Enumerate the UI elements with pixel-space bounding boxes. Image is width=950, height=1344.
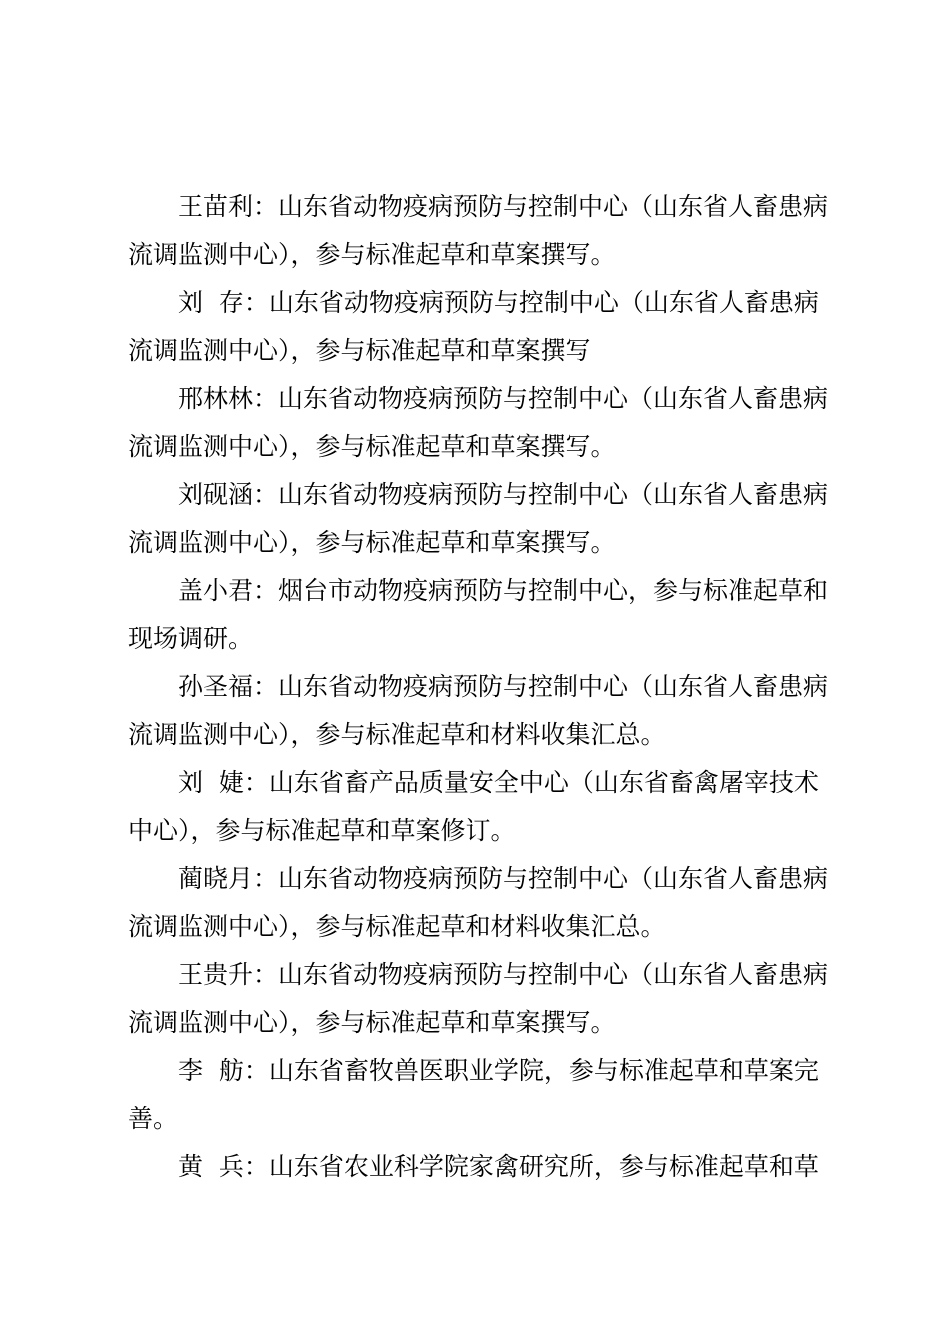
contributor-paragraph xyxy=(128,567,853,663)
contributor-paragraph xyxy=(128,279,853,375)
paragraph-line: 现场调研。 xyxy=(128,624,254,653)
paragraph-line: 流调监测中心），参与标准起草和草案撰写 xyxy=(128,336,591,365)
contributor-paragraph xyxy=(128,855,853,951)
contributor-paragraph xyxy=(128,759,853,855)
paragraph-line: 流调监测中心），参与标准起草和草案撰写。 xyxy=(128,1008,616,1037)
paragraph-line: 善。 xyxy=(128,1104,179,1133)
paragraph-line: 王苗利：山东省动物疫病预防与控制中心（山东省人畜患病 xyxy=(178,192,829,221)
paragraph-line: 盖小君：烟台市动物疫病预防与控制中心，参与标准起草和 xyxy=(178,576,829,605)
paragraph-line: 流调监测中心），参与标准起草和材料收集汇总。 xyxy=(128,720,666,749)
paragraph-line: 孙圣福：山东省动物疫病预防与控制中心（山东省人畜患病 xyxy=(178,672,829,701)
contributor-paragraph xyxy=(128,1047,853,1143)
contributor-paragraph xyxy=(128,663,853,759)
paragraph-line: 李 舫：山东省畜牧兽医职业学院，参与标准起草和草案完 xyxy=(178,1056,819,1085)
paragraph-line: 刘砚涵：山东省动物疫病预防与控制中心（山东省人畜患病 xyxy=(178,480,829,509)
contributor-paragraph xyxy=(128,951,853,1047)
paragraph-line: 刘 存：山东省动物疫病预防与控制中心（山东省人畜患病 xyxy=(178,288,819,317)
paragraph-line: 黄 兵：山东省农业科学院家禽研究所，参与标准起草和草 xyxy=(178,1152,819,1181)
contributor-paragraph xyxy=(128,375,853,471)
paragraph-line: 流调监测中心），参与标准起草和材料收集汇总。 xyxy=(128,912,666,941)
paragraph-line: 蔺晓月：山东省动物疫病预防与控制中心（山东省人畜患病 xyxy=(178,864,829,893)
contributor-paragraph xyxy=(128,471,853,567)
document-page xyxy=(128,183,853,1191)
paragraph-line: 中心），参与标准起草和草案修订。 xyxy=(128,816,516,845)
paragraph-line: 流调监测中心），参与标准起草和草案撰写。 xyxy=(128,240,616,269)
paragraph-line: 刘 婕：山东省畜产品质量安全中心（山东省畜禽屠宰技术 xyxy=(178,768,819,797)
paragraph-line: 王贵升：山东省动物疫病预防与控制中心（山东省人畜患病 xyxy=(178,960,829,989)
contributor-paragraph xyxy=(128,183,853,279)
contributor-paragraph xyxy=(128,1143,853,1191)
paragraph-line: 流调监测中心），参与标准起草和草案撰写。 xyxy=(128,432,616,461)
paragraph-line: 邢林林：山东省动物疫病预防与控制中心（山东省人畜患病 xyxy=(178,384,829,413)
paragraph-line: 流调监测中心），参与标准起草和草案撰写。 xyxy=(128,528,616,557)
